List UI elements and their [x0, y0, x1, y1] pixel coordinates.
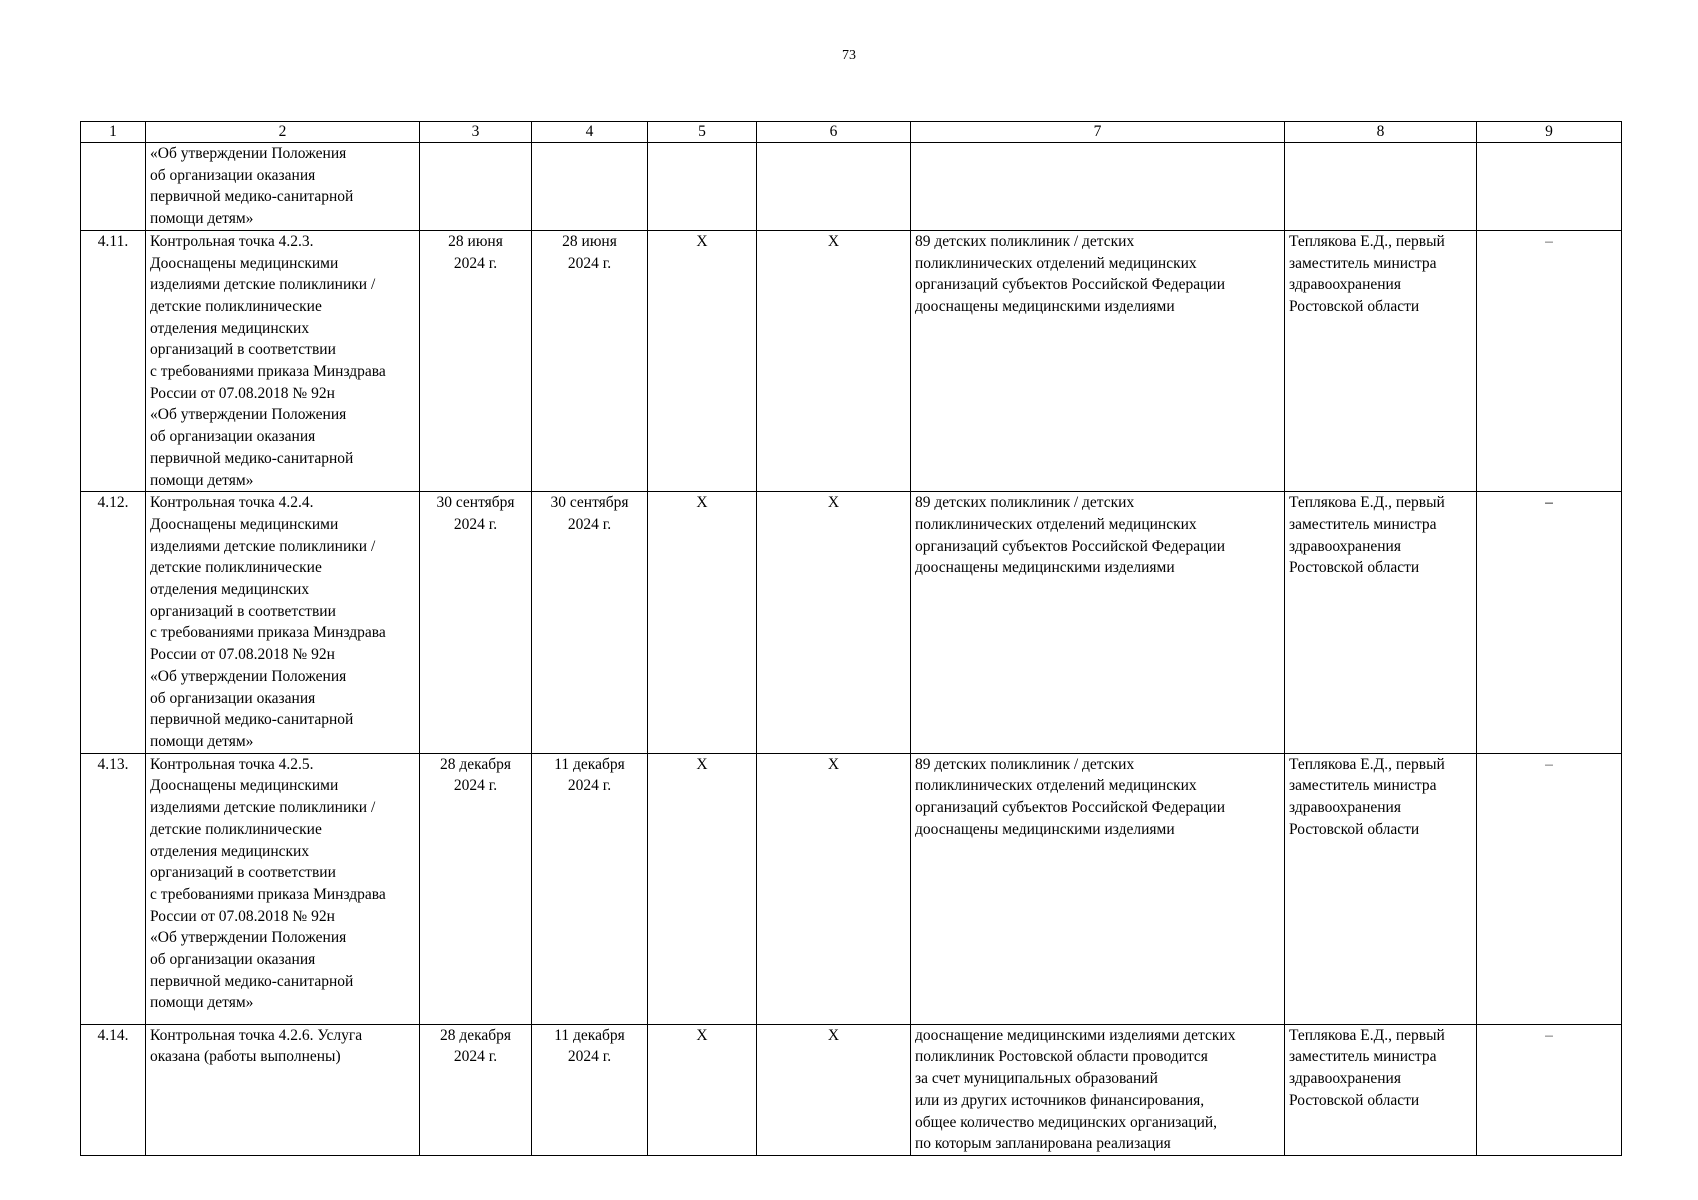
result-description: 89 детских поликлиник / детских поликлинических отделений медицинских организаций субъектов Российской Федерации дооснащены медицинскими изделиями — [911, 492, 1285, 753]
end-date: 28 июня 2024 г. — [532, 230, 648, 491]
result-description: 89 детских поликлиник / детских поликлинических отделений медицинских организаций субъектов Российской Федерации дооснащены медицинскими изделиями — [911, 753, 1285, 1024]
table-row — [81, 492, 1622, 753]
start-date: 28 декабря 2024 г. — [420, 753, 532, 1024]
column-5-cell: Х — [648, 492, 757, 753]
row-number: 4.14. — [81, 1024, 146, 1155]
start-date: 28 июня 2024 г. — [420, 230, 532, 491]
control-point-name: Контрольная точка 4.2.3. Дооснащены медицинскими изделиями детские поликлиники / детские поликлинические отделения медицинских организаций в соответствии с требованиями приказа Минздрава России от 07.08.2018 № 92н «Об утверждении Положения об организации оказания первичной медико-санитарной помощи детям» — [146, 230, 420, 491]
column-header: 8 — [1285, 122, 1477, 143]
responsible-person — [1285, 143, 1477, 231]
column-5-cell: Х — [648, 1024, 757, 1155]
row-number: 4.12. — [81, 492, 146, 753]
column-header: 2 — [146, 122, 420, 143]
table-row — [81, 753, 1622, 1024]
column-header: 5 — [648, 122, 757, 143]
control-point-name: Контрольная точка 4.2.5. Дооснащены медицинскими изделиями детские поликлиники / детские поликлинические отделения медицинских организаций в соответствии с требованиями приказа Минздрава России от 07.08.2018 № 92н «Об утверждении Положения об организации оказания первичной медико-санитарной помощи детям» — [146, 753, 420, 1024]
responsible-person: Теплякова Е.Д., первый заместитель министра здравоохранения Ростовской области — [1285, 230, 1477, 491]
table-row — [81, 143, 1622, 231]
table-row — [81, 230, 1622, 491]
column-6-cell: Х — [757, 753, 911, 1024]
column-header: 6 — [757, 122, 911, 143]
column-5-cell: Х — [648, 230, 757, 491]
responsible-person: Теплякова Е.Д., первый заместитель министра здравоохранения Ростовской области — [1285, 1024, 1477, 1155]
column-9-cell — [1477, 143, 1622, 231]
control-point-name: Контрольная точка 4.2.6. Услуга оказана (работы выполнены) — [146, 1024, 420, 1155]
column-header: 4 — [532, 122, 648, 143]
header-row — [81, 122, 1622, 143]
row-number — [81, 143, 146, 231]
column-header: 9 — [1477, 122, 1622, 143]
start-date: 30 сентября 2024 г. — [420, 492, 532, 753]
end-date: 11 декабря 2024 г. — [532, 1024, 648, 1155]
control-point-name: «Об утверждении Положения об организации оказания первичной медико-санитарной помощи детям» — [146, 143, 420, 231]
result-description: 89 детских поликлиник / детских поликлинических отделений медицинских организаций субъектов Российской Федерации дооснащены медицинскими изделиями — [911, 230, 1285, 491]
column-6-cell: Х — [757, 1024, 911, 1155]
responsible-person: Теплякова Е.Д., первый заместитель министра здравоохранения Ростовской области — [1285, 753, 1477, 1024]
column-9-cell: – — [1477, 753, 1622, 1024]
column-9-cell: – — [1477, 492, 1622, 753]
responsible-person: Теплякова Е.Д., первый заместитель министра здравоохранения Ростовской области — [1285, 492, 1477, 753]
column-6-cell: Х — [757, 492, 911, 753]
plan-table — [80, 121, 1622, 1156]
column-header: 1 — [81, 122, 146, 143]
row-number: 4.13. — [81, 753, 146, 1024]
end-date — [532, 143, 648, 231]
column-9-cell: – — [1477, 230, 1622, 491]
column-6-cell: Х — [757, 230, 911, 491]
column-6-cell — [757, 143, 911, 231]
result-description: дооснащение медицинскими изделиями детских поликлиник Ростовской области проводится за счет муниципальных образований или из других источников финансирования, общее количество медицинских организаций, по которым запланирована реализация — [911, 1024, 1285, 1155]
end-date: 30 сентября 2024 г. — [532, 492, 648, 753]
start-date: 28 декабря 2024 г. — [420, 1024, 532, 1155]
table-row — [81, 1024, 1622, 1155]
column-5-cell: Х — [648, 753, 757, 1024]
row-number: 4.11. — [81, 230, 146, 491]
page-number: 73 — [842, 48, 856, 63]
end-date: 11 декабря 2024 г. — [532, 753, 648, 1024]
column-header: 3 — [420, 122, 532, 143]
column-header: 7 — [911, 122, 1285, 143]
column-9-cell: – — [1477, 1024, 1622, 1155]
column-5-cell — [648, 143, 757, 231]
result-description — [911, 143, 1285, 231]
start-date — [420, 143, 532, 231]
control-point-name: Контрольная точка 4.2.4. Дооснащены медицинскими изделиями детские поликлиники / детские поликлинические отделения медицинских организаций в соответствии с требованиями приказа Минздрава России от 07.08.2018 № 92н «Об утверждении Положения об организации оказания первичной медико-санитарной помощи детям» — [146, 492, 420, 753]
